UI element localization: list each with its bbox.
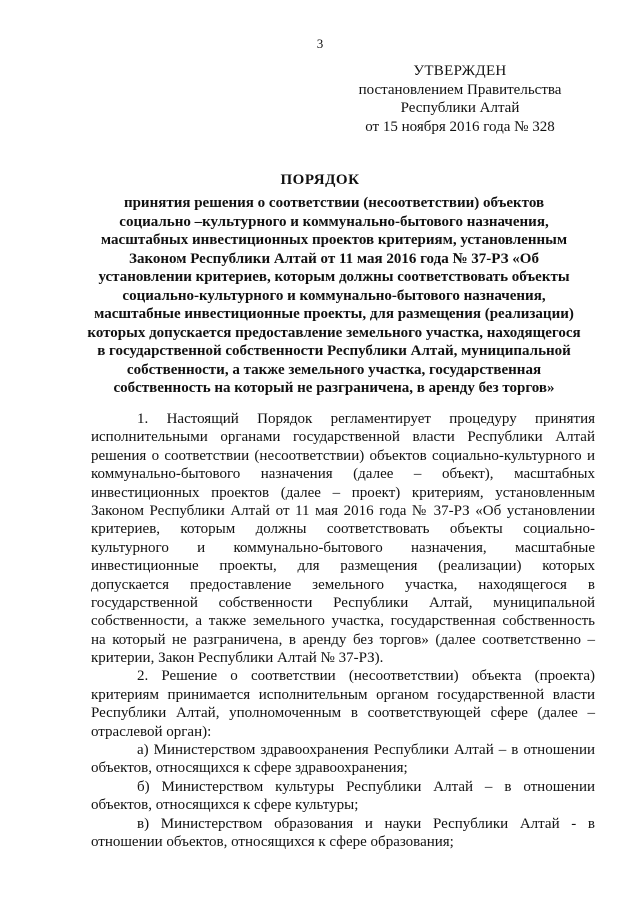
subtitle-line: которых допускается предоставление земельного участка, находящегося (87, 324, 581, 341)
subtitle-line: установлении критериев, которым должны соответствовать объекты (98, 269, 570, 285)
approval-heading: УТВЕРЖДЕН (413, 63, 507, 79)
subtitle-line: масштабных инвестиционных проектов критериям, установленным (100, 232, 568, 248)
approval-date: от 15 ноября 2016 года № 328 (365, 118, 555, 135)
paragraph-line: на который не разграничена, в аренду без торгов» (далее соответственно – (91, 631, 595, 648)
list-item-line: а) Министерством здравоохранения Республики Алтай – в отношении (137, 742, 595, 759)
paragraph-line: культурного и коммунально-бытового назначения, масштабные (91, 539, 595, 556)
paragraph-line: коммунально-бытового назначения (далее – объект), масштабных (91, 466, 595, 483)
subtitle-line: социально-культурного и коммунально-бытового назначения, (122, 287, 546, 304)
paragraph-line: 2. Решение о соответствии (несоответствии) объекта (проекта) (137, 668, 595, 685)
paragraph-line: Законом Республики Алтай от 11 мая 2016 года № 37-РЗ «Об установлении (91, 502, 595, 519)
list-item-line: объектов, относящихся к сфере здравоохранения; (91, 760, 408, 777)
paragraph-line: отраслевой орган): (91, 723, 212, 740)
paragraph-line: государственной собственности Республики Алтай, муниципальной (91, 594, 595, 611)
list-item-c (91, 815, 595, 852)
document-title: ПОРЯДОК (280, 172, 360, 188)
paragraph-line: собственности, а также земельного участка, государственная собственность (91, 613, 595, 630)
list-item-line: объектов, относящихся к сфере культуры; (91, 797, 359, 814)
subtitle-line: принятия решения о соответствии (несоответствии) объектов (123, 195, 545, 211)
subtitle-line: масштабные инвестиционные проекты, для размещения (реализации) (94, 306, 574, 322)
subtitle-line: в государственной собственности Республики Алтай, муниципальной (97, 343, 571, 359)
paragraph-line: допускается предоставление земельного участка, находящегося в (91, 576, 595, 593)
subtitle-line: Законом Республики Алтай от 11 мая 2016 года № 37-РЗ «Об (129, 250, 539, 267)
paragraph-2 (91, 667, 595, 741)
page-number: 3 (316, 36, 324, 51)
list-item-a (91, 741, 595, 778)
paragraph-line: критерии, Закон Республики Алтай № 37-РЗ). (91, 650, 384, 667)
approval-stamp (340, 62, 580, 136)
list-item-b (91, 778, 595, 815)
paragraph-line: исполнительными органами государственной власти Республики Алтай (91, 429, 595, 446)
paragraph-1 (91, 410, 595, 667)
subtitle-line: собственности, а также земельного участка, государственная (126, 361, 542, 378)
paragraph-line: решения о соответствии (несоответствии) объектов социально-культурного и (91, 447, 595, 464)
paragraph-line: критериям принимается исполнительным органом государственной власти (91, 686, 595, 703)
document-subtitle (74, 194, 594, 398)
list-item-line: б) Министерством культуры Республики Алтай – в отношении (137, 778, 595, 795)
paragraph-line: инвестиционные проекты, для размещения (реализации) которых (91, 558, 595, 575)
list-item-line: отношении объектов, относящихся к сфере образования; (91, 833, 454, 850)
list-item-line: в) Министерством образования и науки Республики Алтай - в (137, 815, 595, 832)
paragraph-line: Республики Алтай, уполномоченным в соответствующей сфере (далее – (91, 705, 595, 722)
subtitle-line: социально –культурного и коммунально-бытового назначения, (119, 213, 549, 230)
document-body (91, 410, 595, 851)
subtitle-line: собственность на который не разграничена, в аренду без торгов» (113, 380, 555, 396)
paragraph-line: 1. Настоящий Порядок регламентирует процедуру принятия (137, 411, 595, 427)
approval-by: постановлением Правительства (358, 81, 562, 98)
paragraph-line: инвестиционных проектов (далее – проект) критериям, установленным (91, 484, 595, 501)
approval-region: Республики Алтай (400, 100, 520, 116)
paragraph-line: критериев, которым должны соответствовать объекты социально- (91, 521, 595, 538)
